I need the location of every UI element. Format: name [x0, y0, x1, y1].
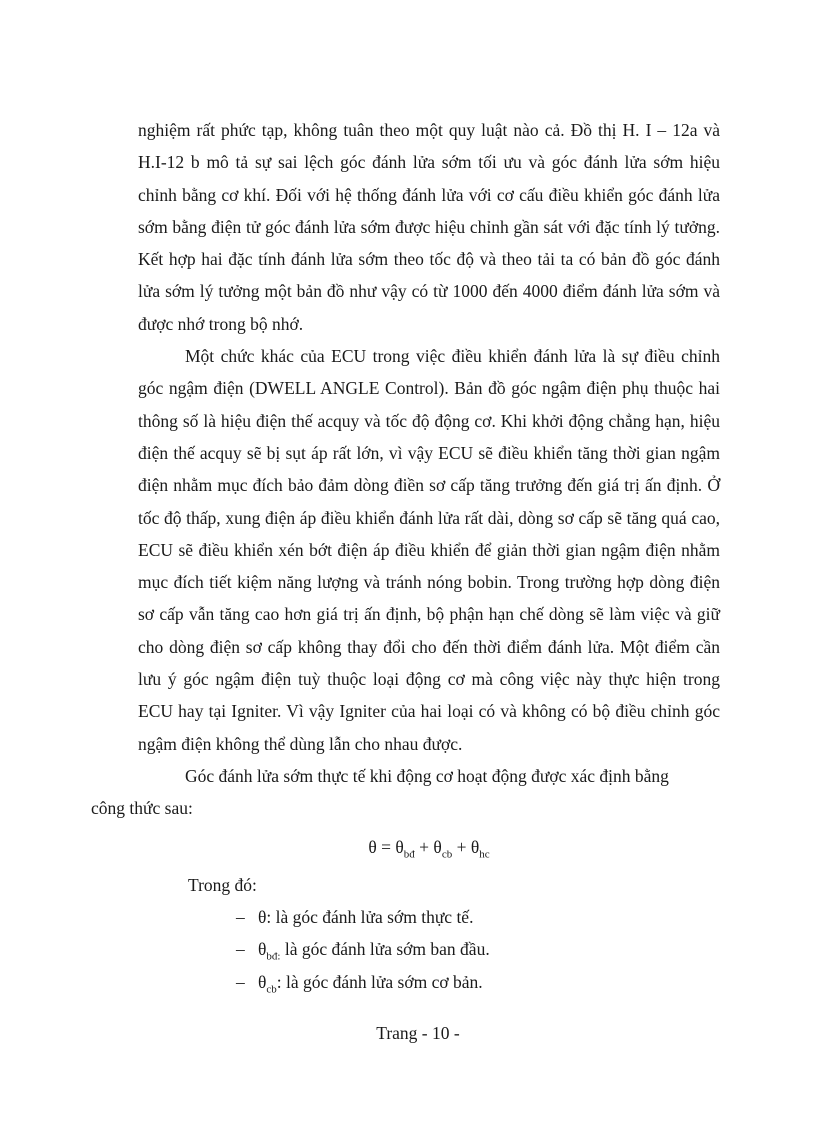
definition-subscript: cb: [266, 983, 277, 996]
definition-text: : là góc đánh lửa sớm cơ bản.: [276, 971, 483, 992]
definition-symbol: θ: [258, 971, 267, 992]
formula-plus-theta-2: + θ: [452, 836, 480, 857]
definition-subscript: bđ:: [266, 950, 281, 963]
formula-plus-theta-1: + θ: [414, 836, 442, 857]
definition-item: [236, 966, 720, 998]
dash-bullet: –: [236, 939, 245, 960]
definition-symbol: θ: [258, 907, 267, 928]
paragraph-dwell-angle: Một chức khác của ECU trong việc điều khiển đánh lửa là sự điều chỉnh góc ngậm điện (DWELL ANGLE Control). Bản đồ góc ngậm điện phụ thuộc hai thông số là hiệu điện thế acquy và tốc độ động cơ. Khi khởi động chẳng hạn, hiệu điện thế acquy sẽ bị sụt áp rất lớn, vì vậy ECU sẽ điều khiển tăng thời gian ngậm điện nhằm mục đích bảo đảm dòng điền sơ cấp tăng trưởng đến giá trị ấn định. Ở tốc độ thấp, xung điện áp điều khiển đánh lửa rất dài, dòng sơ cấp sẽ tăng quá cao, ECU sẽ điều khiển xén bớt điện áp điều khiển để giản thời gian ngậm điện nhằm mục đích tiết kiệm năng lượng và tránh nóng bobin. Trong trường hợp dòng điện sơ cấp vẫn tăng cao hơn giá trị ấn định, bộ phận hạn chế dòng sẽ làm việc và giữ cho dòng điện sơ cấp không thay đổi cho đến thời điểm đánh lửa. Một điểm cần lưu ý góc ngậm điện tuỳ thuộc loại động cơ mà công việc này thực hiện trong ECU hay tại Igniter. Vì vậy Igniter của hai loại có và không có bộ điều chỉnh góc ngậm điện không thể dùng lẫn cho nhau được.: [138, 346, 720, 754]
ignition-angle-formula: [138, 831, 720, 863]
formula-intro-line2: công thức sau:: [91, 798, 193, 819]
formula-equals-theta: = θ: [376, 836, 404, 857]
where-label: Trong đó:: [188, 874, 257, 895]
document-body: [91, 114, 720, 998]
definition-symbol: θ: [258, 939, 267, 960]
paragraph-formula-intro: [91, 760, 720, 825]
formula-intro-line1: Góc đánh lửa sớm thực tế khi động cơ hoạt động được xác định bằng: [185, 765, 669, 786]
formula-sub-bd: bđ: [403, 848, 415, 861]
formula-theta: θ: [368, 836, 377, 857]
definition-text: là góc đánh lửa sớm ban đầu.: [280, 939, 490, 960]
definition-item: [236, 933, 720, 965]
formula-sub-hc: hc: [479, 848, 490, 861]
dash-bullet: –: [236, 971, 245, 992]
definition-item: [236, 901, 720, 933]
formula-sub-cb: cb: [441, 848, 453, 861]
page-number-footer: Trang - 10 -: [376, 1023, 460, 1043]
definition-text: : là góc đánh lửa sớm thực tế.: [266, 907, 474, 928]
definition-list: [138, 901, 720, 998]
dash-bullet: –: [236, 907, 245, 928]
paragraph-ignition-map: nghiệm rất phức tạp, không tuân theo một quy luật nào cả. Đồ thị H. I – 12a và H.I-12 b mô tả sự sai lệch góc đánh lửa sớm tối ưu và góc đánh lửa sớm hiệu chỉnh bằng cơ khí. Đối với hệ thống đánh lửa với cơ cấu điều khiển góc đánh lửa sớm bằng điện tử góc đánh lửa sớm được hiệu chỉnh gần sát với đặc tính lý tưởng. Kết hợp hai đặc tính đánh lửa sớm theo tốc độ và theo tải ta có bản đồ góc đánh lửa sớm lý tưởng một bản đồ như vậy có từ 1000 đến 4000 điểm đánh lửa sớm và được nhớ trong bộ nhớ.: [138, 120, 720, 334]
